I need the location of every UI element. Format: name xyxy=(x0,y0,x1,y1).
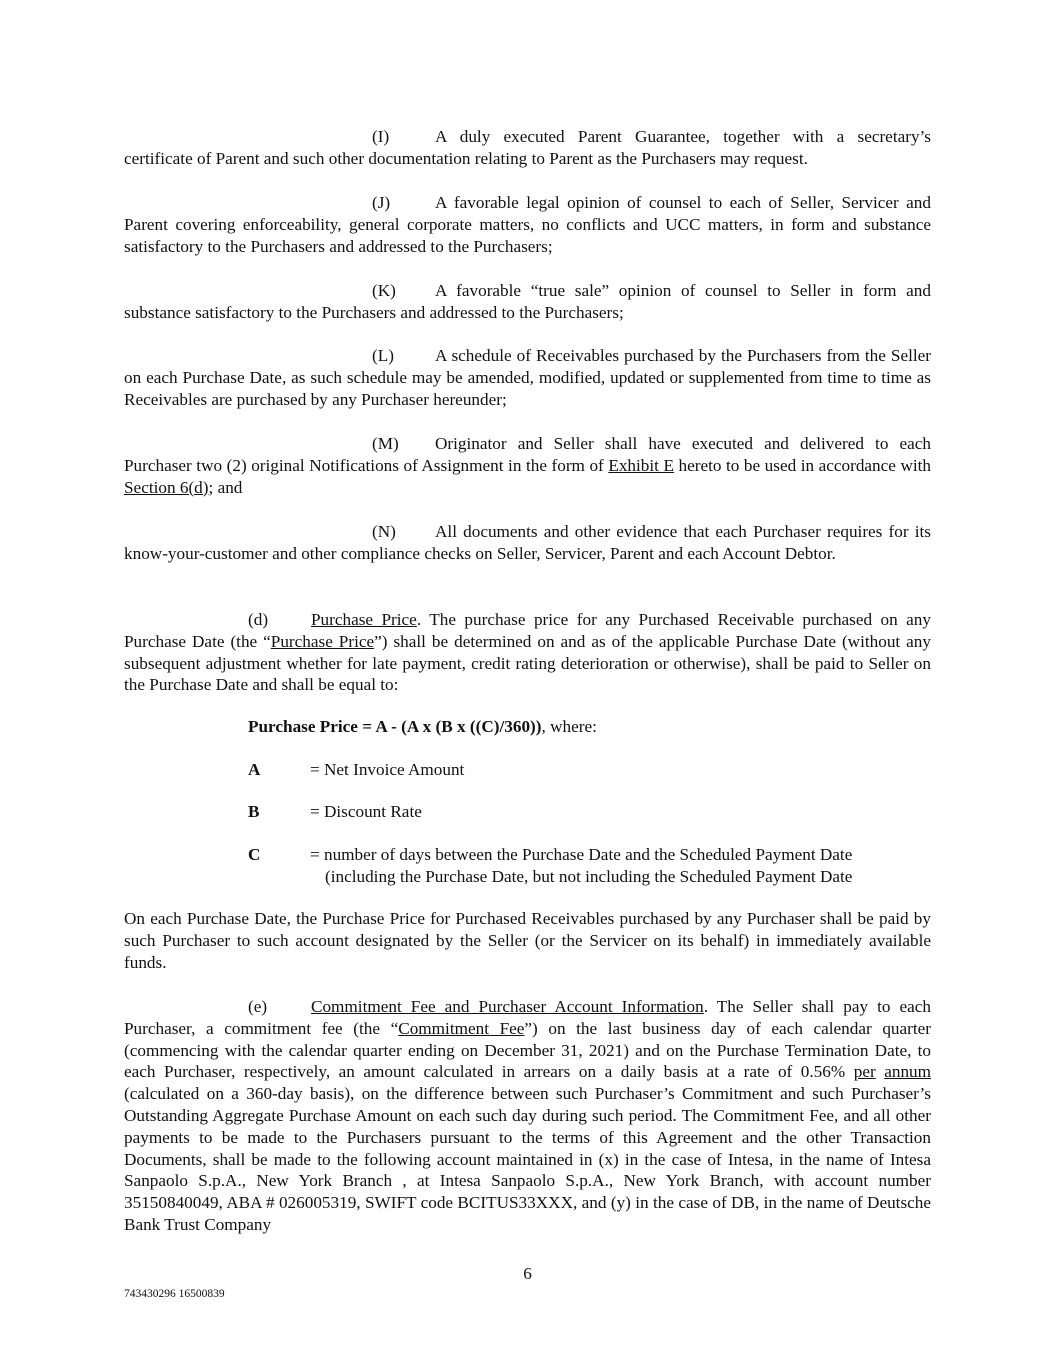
item-label: (L) xyxy=(372,346,394,365)
definition-value xyxy=(310,759,931,781)
definition-text: = Discount Rate xyxy=(310,802,422,821)
definition-key: A xyxy=(248,760,261,779)
definition-text: = number of days between the Purchase Date and the Scheduled Payment Date xyxy=(310,845,853,864)
defined-term: Purchase Price xyxy=(270,631,375,651)
section-e xyxy=(124,996,931,1236)
definition-value xyxy=(310,844,931,888)
item-label: (N) xyxy=(372,522,396,541)
purchase-price-formula xyxy=(248,716,597,738)
section-reference: Section 6(d) xyxy=(124,477,209,497)
annum-term: annum xyxy=(884,1062,932,1082)
section-text: . The Seller shall pay to each Purchaser, a commitment fee (the “ xyxy=(124,997,931,1038)
per-term: per xyxy=(853,1062,876,1082)
item-N xyxy=(124,521,931,565)
item-text: All documents and other evidence that each Purchaser requires for its know-your-customer and other compliance checks on Seller, Servicer, Parent and each Account Debtor. xyxy=(124,522,931,563)
section-label: (e) xyxy=(248,997,268,1016)
after-formula-paragraph: On each Purchase Date, the Purchase Price for Purchased Receivables purchased by any Purchaser shall be paid by such Purchaser to such account designated by the Seller (or the Servicer on its behalf) in immediately available funds. xyxy=(124,909,931,972)
section-text: . The purchase price for any Purchased Receivable purchased on any Purchase Date (the “ xyxy=(124,610,931,651)
section-heading: Commitment Fee and Purchaser Account Information xyxy=(311,997,704,1016)
section-text: ”) on the last business day of each calendar quarter (commencing with the calendar quarter ending on December 31, 2021) and on the Purchase Termination Date, to each Purchaser, respectively, an amount calculated in arrears on a daily basis at a rate of 0.56% xyxy=(124,1018,931,1082)
exhibit-reference: Exhibit E xyxy=(608,455,674,475)
item-text: A duly executed Parent Guarantee, together with a secretary’s certificate of Parent and such other documentation relating to Parent as the Purchasers may request. xyxy=(124,127,931,168)
item-label: (M) xyxy=(372,434,399,453)
section-label: (d) xyxy=(248,610,269,629)
item-text: A schedule of Receivables purchased by the Purchasers from the Seller on each Purchase Date, as such schedule may be amended, modified, updated or supplemented from time to time as Receivables are purchased by any Purchaser hereunder; xyxy=(124,346,931,409)
item-text: A favorable “true sale” opinion of counsel to Seller in form and substance satisfactory to the Purchasers and addressed to the Purchasers; xyxy=(124,281,931,322)
section-d xyxy=(124,609,931,696)
item-text: A favorable legal opinion of counsel to each of Seller, Servicer and Parent covering enforceability, general corporate matters, no conflicts and UCC matters, in form and substance satisfactory to the Purchasers and addressed to the Purchasers; xyxy=(124,193,931,256)
section-text: ”) shall be determined on and as of the applicable Purchase Date (without any subsequent adjustment whether for late payment, credit rating deterioration or otherwise), shall be paid to Seller on the Purchase Date and shall be equal to: xyxy=(124,631,931,695)
item-label: (J) xyxy=(372,193,391,212)
item-label: (K) xyxy=(372,281,396,300)
definition-text: = Net Invoice Amount xyxy=(310,760,465,779)
page-number: 6 xyxy=(523,1264,532,1283)
item-L xyxy=(124,345,931,410)
section-text: (calculated on a 360-day basis), on the difference between such Purchaser’s Commitment and such Purchaser’s Outstanding Aggregate Purchase Amount on each such day during such period. The Commitment Fee, and all other payments to be made to the Purchasers pursuant to the terms of this Agreement and the other Transaction Documents, shall be made to the following account maintained in (x) in the case of Intesa, in the name of Intesa Sanpaolo S.p.A., New York Branch , at Intesa Sanpaolo S.p.A., New York Branch, with account number 35150840049, ABA # 026005319, SWIFT code BCITUS33XXX, and (y) in the case of DB, in the name of Deutsche Bank Trust Company xyxy=(124,1084,931,1234)
document-id: 743430296 16500839 xyxy=(124,1288,225,1300)
definition-continuation: (including the Purchase Date, but not including the Scheduled Payment Date xyxy=(325,866,853,886)
defined-term: Commitment Fee xyxy=(398,1018,525,1038)
item-M xyxy=(124,433,931,498)
definition-key: B xyxy=(248,802,260,821)
item-K xyxy=(124,280,931,324)
item-text: Originator and Seller shall have executed and delivered to each Purchaser two (2) original Notifications of Assignment in the form of xyxy=(124,434,931,475)
item-J xyxy=(124,192,931,257)
definition-value xyxy=(310,801,931,823)
item-text: hereto to be used in accordance with xyxy=(673,455,932,475)
definition-key: C xyxy=(248,845,261,864)
item-text: ; and xyxy=(208,477,243,497)
item-I xyxy=(124,126,931,170)
formula-suffix: , where: xyxy=(541,717,597,736)
section-heading: Purchase Price xyxy=(311,610,417,629)
item-label: (I) xyxy=(372,127,390,146)
formula-expression: Purchase Price = A - (A x (B x ((C)/360)) xyxy=(248,717,542,736)
